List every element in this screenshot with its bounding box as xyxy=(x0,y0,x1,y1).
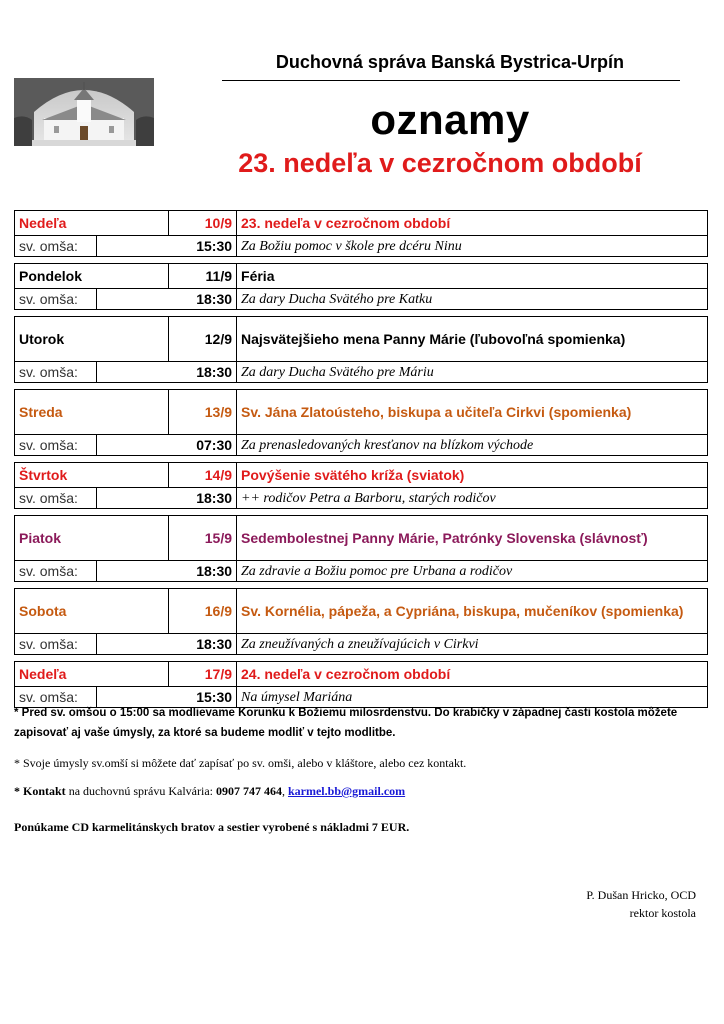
mass-time: 18:30 xyxy=(97,488,237,509)
feast-name: Sv. Kornélia, pápeža, a Cypriána, biskupa, mučeníkov (spomienka) xyxy=(237,589,708,634)
day-date: 11/9 xyxy=(169,264,237,289)
mass-label: sv. omša: xyxy=(15,435,97,456)
mass-row xyxy=(15,488,708,509)
day-date: 10/9 xyxy=(169,211,237,236)
mass-time: 18:30 xyxy=(97,634,237,655)
schedule-day-row xyxy=(15,589,708,634)
mass-row xyxy=(15,435,708,456)
day-name: Streda xyxy=(15,390,169,435)
schedule-day-row xyxy=(15,211,708,236)
mass-intention: Za zneužívaných a zneužívajúcich v Cirkvi xyxy=(237,634,708,655)
mass-intention: Za prenasledovaných kresťanov na blízkom východe xyxy=(237,435,708,456)
header-divider xyxy=(222,80,680,81)
mass-label: sv. omša: xyxy=(15,289,97,310)
contact-separator: , xyxy=(281,784,288,798)
mass-time: 18:30 xyxy=(97,362,237,383)
feast-name: Sedembolestnej Panny Márie, Patrónky Slovenska (slávnosť) xyxy=(237,516,708,561)
mass-time: 18:30 xyxy=(97,561,237,582)
schedule-spacer xyxy=(15,383,708,390)
day-date: 13/9 xyxy=(169,390,237,435)
mass-row xyxy=(15,236,708,257)
mass-row xyxy=(15,289,708,310)
mass-time: 07:30 xyxy=(97,435,237,456)
feast-name: Povýšenie svätého kríža (sviatok) xyxy=(237,463,708,488)
mass-intention: Za dary Ducha Svätého pre Katku xyxy=(237,289,708,310)
contact-label: * Kontakt xyxy=(14,784,66,798)
mass-label: sv. omša: xyxy=(15,236,97,257)
schedule-day-row xyxy=(15,390,708,435)
day-name: Štvrtok xyxy=(15,463,169,488)
cd-offer-note: Ponúkame CD karmelitánskych bratov a sestier vyrobené s nákladmi 7 EUR. xyxy=(14,820,410,834)
schedule-day-row xyxy=(15,463,708,488)
schedule-spacer xyxy=(15,582,708,589)
signature-block xyxy=(586,886,696,922)
mass-intention: Na úmysel Mariána xyxy=(237,687,708,708)
mass-intention: Za Božiu pomoc v škole pre dcéru Ninu xyxy=(237,236,708,257)
schedule-spacer xyxy=(15,310,708,317)
day-name: Utorok xyxy=(15,317,169,362)
day-date: 16/9 xyxy=(169,589,237,634)
mass-label: sv. omša: xyxy=(15,362,97,383)
day-name: Sobota xyxy=(15,589,169,634)
mass-time: 18:30 xyxy=(97,289,237,310)
mass-schedule-table xyxy=(14,210,708,708)
mass-row xyxy=(15,561,708,582)
schedule-day-row xyxy=(15,662,708,687)
schedule-spacer xyxy=(15,655,708,662)
mass-time: 15:30 xyxy=(97,236,237,257)
day-date: 15/9 xyxy=(169,516,237,561)
schedule-spacer xyxy=(15,257,708,264)
feast-name: Najsvätejšieho mena Panny Márie (ľubovoľná spomienka) xyxy=(237,317,708,362)
organization-title: Duchovná správa Banská Bystrica-Urpín xyxy=(275,52,625,72)
mass-intention: Za zdravie a Božiu pomoc pre Urbana a rodičov xyxy=(237,561,708,582)
schedule-spacer xyxy=(15,509,708,516)
day-date: 14/9 xyxy=(169,463,237,488)
church-photo xyxy=(14,78,154,146)
schedule-day-row xyxy=(15,264,708,289)
feast-name: Sv. Jána Zlatoústeho, biskupa a učiteľa Cirkvi (spomienka) xyxy=(237,390,708,435)
schedule-day-row xyxy=(15,516,708,561)
announcements-heading: oznamy xyxy=(370,96,530,143)
feast-name: 24. nedeľa v cezročnom období xyxy=(237,662,708,687)
intentions-note: * Svoje úmysly sv.omší si môžete dať zapísať po sv. omši, alebo v kláštore, alebo cez kontakt. xyxy=(14,756,467,770)
contact-note xyxy=(14,781,704,801)
mass-label: sv. omša: xyxy=(15,687,97,708)
mass-intention: Za dary Ducha Svätého pre Máriu xyxy=(237,362,708,383)
day-name: Piatok xyxy=(15,516,169,561)
liturgical-sunday-heading: 23. nedeľa v cezročnom období xyxy=(238,148,642,178)
day-name: Pondelok xyxy=(15,264,169,289)
feast-name: Féria xyxy=(237,264,708,289)
mass-row xyxy=(15,362,708,383)
signature-role: rektor kostola xyxy=(629,906,696,920)
mass-label: sv. omša: xyxy=(15,634,97,655)
contact-phone: 0907 747 464 xyxy=(215,784,282,798)
mass-row xyxy=(15,634,708,655)
schedule-day-row xyxy=(15,317,708,362)
day-name: Nedeľa xyxy=(15,211,169,236)
feast-name: 23. nedeľa v cezročnom období xyxy=(237,211,708,236)
schedule-spacer xyxy=(15,456,708,463)
contact-email-link[interactable]: karmel.bb@gmail.com xyxy=(287,784,406,798)
mass-label: sv. omša: xyxy=(15,561,97,582)
mass-time: 15:30 xyxy=(97,687,237,708)
mass-label: sv. omša: xyxy=(15,488,97,509)
contact-text: na duchovnú správu Kalvária: xyxy=(65,784,216,798)
day-date: 17/9 xyxy=(169,662,237,687)
mass-intention: ++ rodičov Petra a Barboru, starých rodičov xyxy=(237,488,708,509)
day-name: Nedeľa xyxy=(15,662,169,687)
rosary-note: * Pred sv. omšou o 15:00 sa modlievame Korunku k Božiemu milosrdenstvu. Do krabičky v západnej časti kostola môžete zapisovať aj vaše úmysly, za ktoré sa budeme modliť v tejto modlitbe. xyxy=(14,707,678,739)
signature-name: P. Dušan Hricko, OCD xyxy=(586,888,696,902)
day-date: 12/9 xyxy=(169,317,237,362)
